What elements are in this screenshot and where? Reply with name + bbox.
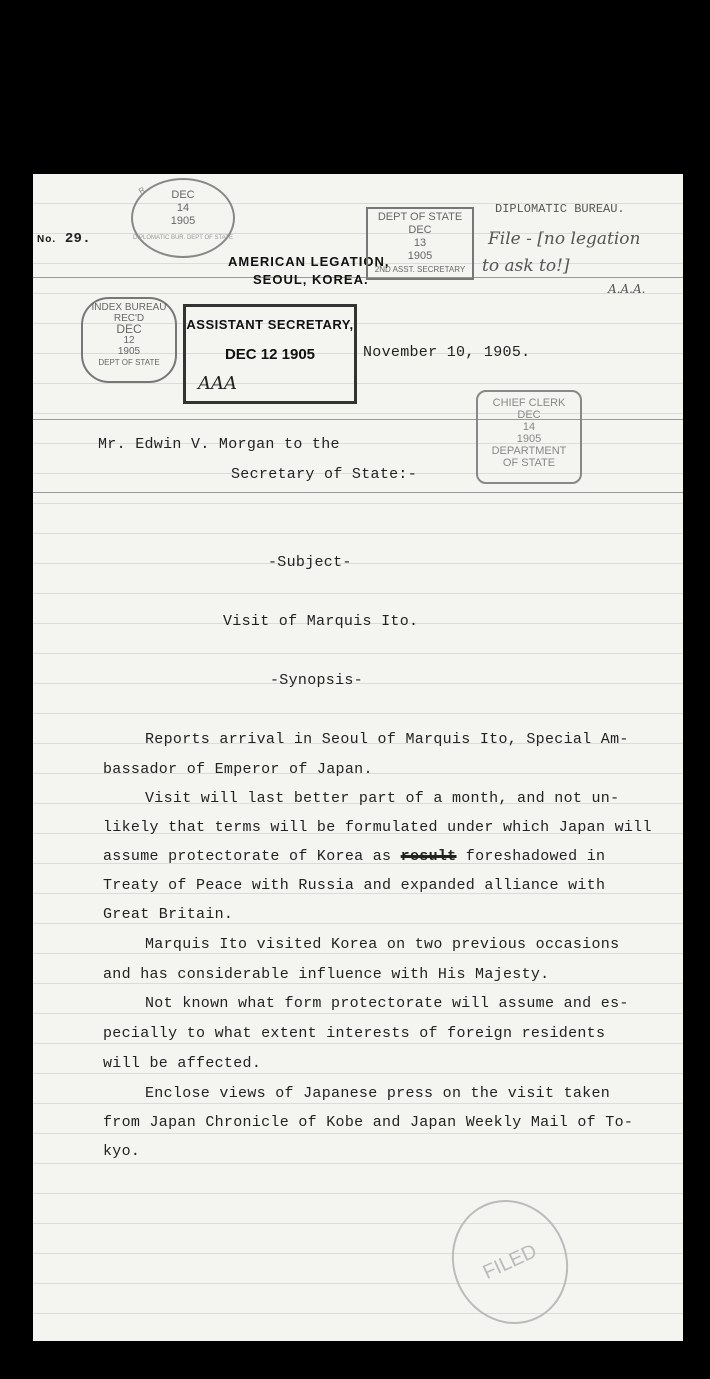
chief-clerk-stamp: CHIEF CLERK DEC 14 1905 DEPARTMENT OF STATE	[476, 390, 582, 484]
paragraph-line: kyo.	[103, 1143, 141, 1160]
paragraph-line: will be affected.	[103, 1055, 262, 1072]
handwritten-initials: A.A.A.	[608, 282, 646, 296]
rule-line	[33, 492, 683, 493]
paragraph-line: Marquis Ito visited Korea on two previous occasions	[145, 936, 620, 953]
paragraph-line: and has considerable influence with His Majesty.	[103, 966, 550, 983]
paragraph-line: pecially to what extent interests of foreign residents	[103, 1025, 606, 1042]
diplomatic-bureau-stamp: DIPLOMATIC BUREAU.	[495, 202, 625, 216]
from-line: Mr. Edwin V. Morgan to the	[98, 436, 340, 453]
paragraph-line: Treaty of Peace with Russia and expanded alliance with	[103, 877, 606, 894]
paragraph-line: bassador of Emperor of Japan.	[103, 761, 373, 778]
file-note-line2: to ask to!]	[482, 256, 570, 276]
paragraph-line: from Japan Chronicle of Kobe and Japan Weekly Mail of To-	[103, 1114, 634, 1131]
to-line: Secretary of State:-	[231, 466, 418, 483]
filed-stamp: FILED	[432, 1181, 589, 1341]
received-stamp: R DEC 14 1905 DIPLOMATIC BUR. DEPT OF STATE	[131, 178, 235, 258]
struck-word: result	[400, 848, 457, 865]
document-page	[33, 174, 683, 1341]
rule-line	[33, 419, 683, 420]
paragraph-line: likely that terms will be formulated under which Japan will	[103, 819, 652, 836]
legation-line1: AMERICAN LEGATION,	[228, 254, 390, 269]
index-bureau-stamp: INDEX BUREAU REC'D DEC 12 1905 DEPT OF STATE	[81, 297, 177, 383]
paragraph-line: Reports arrival in Seoul of Marquis Ito, Special Am-	[145, 731, 629, 748]
dept-of-state-stamp: DEPT OF STATE DEC 13 1905 2ND ASST. SECRETARY	[366, 207, 474, 280]
assistant-secretary-stamp: ASSISTANT SECRETARY, DEC 12 1905 AAA	[183, 304, 357, 404]
paragraph-line: Not known what form protectorate will assume and es-	[145, 995, 629, 1012]
file-note-line1: File - [no legation	[488, 229, 641, 249]
synopsis-heading: -Synopsis-	[270, 672, 364, 689]
document-number: No. 29.	[37, 231, 91, 247]
paragraph-line: Great Britain.	[103, 906, 234, 923]
paragraph-line: Visit will last better part of a month, and not un-	[145, 790, 620, 807]
paragraph-line: Enclose views of Japanese press on the visit taken	[145, 1085, 611, 1102]
legation-line2: SEOUL, KOREA.	[253, 272, 369, 287]
letter-date: November 10, 1905.	[363, 344, 531, 361]
paragraph-line: assume protectorate of Korea as result foreshadowed in	[103, 848, 606, 865]
subject-text: Visit of Marquis Ito.	[223, 613, 419, 630]
subject-heading: -Subject-	[268, 554, 352, 571]
